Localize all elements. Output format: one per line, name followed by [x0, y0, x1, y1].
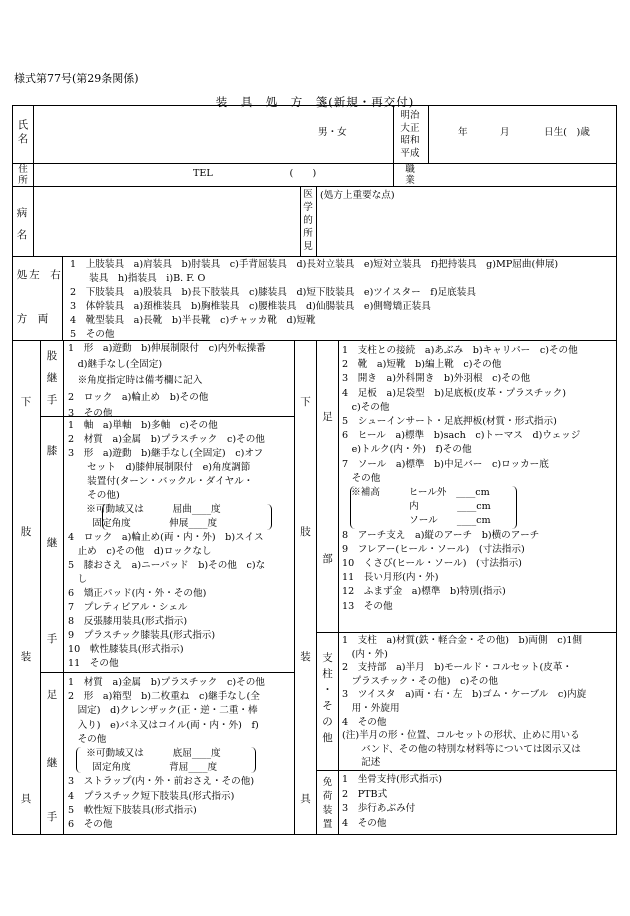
option-line[interactable]: 2 PTB式	[342, 788, 388, 800]
option-line[interactable]: 用・外旋用	[342, 702, 400, 714]
occupation-label: 職業	[405, 164, 415, 186]
option-line[interactable]: 9 フレアー(ヒール・ソール) (寸法指示)	[342, 543, 525, 555]
lower-limb-label: 下 肢 装 具	[20, 396, 32, 805]
option-line[interactable]: その他)	[68, 490, 120, 501]
option-line[interactable]: 3 形 a)遊動 b)継手なし(全固定) c)オフ	[68, 448, 264, 459]
option-line[interactable]: 2 支持部 a)半月 b)モールド・コルセット(皮革・	[342, 662, 573, 674]
era-taisho[interactable]: 大正	[400, 122, 420, 134]
option-line[interactable]: 5 軟性短下肢装具(形式指示)	[68, 804, 197, 816]
option-line[interactable]: 1 支柱との接続 a)あぶみ b)キャリパー c)その他	[342, 345, 578, 356]
option-line[interactable]: 2 形 a)箱型 b)二枚重ね c)継手なし(全	[68, 691, 260, 703]
tel-field[interactable]: TEL ( )	[193, 168, 317, 179]
option-line[interactable]: 3 ツイスタ a)両・右・左 b)ゴム・ケーブル c)内旋	[342, 689, 587, 701]
option-line[interactable]: 内 ____cm	[342, 501, 491, 513]
option-line[interactable]: その他	[68, 733, 107, 745]
option-line[interactable]: 6 その他	[68, 819, 113, 831]
prescription-label-b: 方	[16, 313, 28, 325]
option-line[interactable]: (内・外)	[342, 648, 388, 660]
disease-label: 病名	[16, 207, 28, 241]
foot-part-options	[342, 344, 580, 614]
support-other-label: 支 柱 ・ そ の 他	[322, 652, 333, 744]
name-label: 氏名	[17, 119, 29, 146]
option-line[interactable]: 1 支柱 a)材質(鉄・軽合金・その他) b)両側 c)1側	[342, 635, 583, 646]
birth-month: 月	[500, 127, 510, 138]
option-line[interactable]: 入り) e)バネ又はコイル(両・内・外) f)	[68, 719, 259, 731]
prescription-type-item[interactable]: 1 上肢装具 a)肩装具 b)肘装具 c)手背屈装具 d)長対立装具 e)短対立装具 f)把持装具 g)MP屈曲(伸展)	[70, 259, 559, 270]
option-line[interactable]: e)トルク(内・外) f)その他	[342, 444, 472, 456]
option-line[interactable]: 3 歩行あぶみ付	[342, 803, 416, 814]
option-line[interactable]: 固定角度 背屈____度	[68, 762, 218, 774]
note-line: (注)半月の形・位置、コルセットの形状、止めに用いる	[342, 730, 580, 742]
ankle-angle-bracket	[76, 747, 256, 773]
prescription-type-item[interactable]: 2 下肢装具 a)股装具 b)長下肢装具 c)膝装具 d)短下肢装具 e)ツイスター f)足底装具	[70, 287, 476, 298]
option-line[interactable]: 4 その他	[342, 817, 387, 829]
prescription-type-item[interactable]: 4 靴型装具 a)長靴 b)半長靴 c)チャッカ靴 d)短靴	[70, 315, 316, 326]
option-line[interactable]: 固定角度 伸展____度	[68, 518, 218, 529]
option-line[interactable]: 1 坐骨支持(形式指示)	[342, 774, 442, 785]
prescription-type-item[interactable]: 装具 h)指装具 i)B. F. O	[70, 273, 206, 284]
medical-findings-label: 医学的所見	[303, 189, 313, 252]
option-line[interactable]: セット d)膝伸展制限付 e)角度調節	[68, 462, 251, 473]
hip-joint-label: 股 継 手	[46, 350, 58, 406]
era-meiji[interactable]: 明治	[400, 110, 420, 121]
prescription-label-a: 処	[16, 269, 28, 281]
option-line[interactable]: 2 材質 a)金属 b)プラスチック c)その他	[68, 434, 265, 445]
option-line[interactable]: 12 ふまず金 a)標準 b)特別(指示)	[342, 586, 506, 598]
option-line[interactable]: 2 ロック a)輪止め b)その他	[68, 391, 209, 403]
option-line[interactable]: 装置付(ターン・バックル・ダイヤル・	[68, 476, 254, 487]
option-line[interactable]: 7 プレティビアル・シェル	[68, 602, 188, 613]
option-line[interactable]: 6 矯正パッド(内・外・その他)	[68, 588, 207, 599]
lower-limb-label-right: 下 肢 装 具	[300, 396, 311, 805]
unloading-options	[342, 773, 442, 831]
foot-part-label: 足 部	[322, 411, 333, 565]
option-line[interactable]: 1 形 a)遊動 b)伸展制限付 c)内外転操番	[68, 343, 266, 354]
form-number: 様式第77号(第29条関係)	[14, 72, 139, 85]
option-line[interactable]: 8 アーチ支え a)縦のアーチ b)横のアーチ	[342, 529, 540, 541]
option-line[interactable]: ソール ____cm	[342, 515, 491, 527]
option-line[interactable]: c)その他	[342, 401, 390, 413]
note-line: バンド、その他の特別な材料等については図示又は	[342, 743, 581, 755]
option-line[interactable]: 10 軟性膝装具(形式指示)	[68, 644, 184, 655]
option-line[interactable]: その他	[342, 472, 381, 484]
prescription-type-item[interactable]: 3 体幹装具 a)頚椎装具 b)胸椎装具 c)腰椎装具 d)仙腸装具 e)側彎矯正装具	[70, 301, 431, 312]
option-line[interactable]: 5 シューインサート・足底押板(材質・形式指示)	[342, 416, 557, 428]
option-line[interactable]: ※補高 ヒール外 ____cm	[342, 487, 490, 499]
option-line[interactable]: 6 ヒール a)標準 b)sach c)トーマス d)ウェッジ	[342, 430, 581, 442]
prescription-type-item[interactable]: 5 その他	[70, 329, 115, 340]
option-line[interactable]: 7 ソール a)標準 b)中足バー c)ロッカー底	[342, 458, 549, 470]
option-line[interactable]: 1 材質 a)金属 b)プラスチック c)その他	[68, 677, 265, 688]
option-line[interactable]: 3 開き a)外科開き b)外羽根 c)その他	[342, 373, 531, 385]
note-line: 記述	[342, 757, 381, 769]
unloading-label: 免荷装置	[322, 777, 333, 830]
option-line[interactable]: プラスチック・その他) c)その他	[342, 675, 498, 687]
option-line[interactable]: 11 その他	[68, 658, 119, 669]
option-line[interactable]: 4 足板 a)足袋型 b)足底板(皮革・プラスチック)	[342, 387, 567, 399]
option-line[interactable]: 3 その他	[68, 407, 113, 419]
support-options	[342, 634, 586, 770]
option-line[interactable]: ※可動域又は 底屈____度	[68, 748, 221, 760]
findings-note: (処方上重要な点)	[320, 190, 395, 201]
option-line: ※角度指定時は備考欄に記入	[68, 375, 203, 387]
option-line[interactable]: 10 くさび(ヒール・ソール) (寸法指示)	[342, 558, 522, 570]
option-line[interactable]: し	[68, 574, 88, 585]
option-line[interactable]: 9 プラスチック膝装具(形式指示)	[68, 630, 216, 641]
option-line[interactable]: ※可動域又は 屈曲____度	[68, 504, 221, 515]
option-line[interactable]: 4 プラスチック短下肢装具(形式指示)	[68, 790, 235, 802]
knee-angle-bracket	[102, 504, 272, 530]
heel-raise-bracket	[350, 486, 517, 529]
knee-joint-label: 膝 継 手	[46, 445, 58, 645]
address-label: 住所	[18, 164, 28, 186]
knee-joint-options	[68, 419, 265, 671]
option-line[interactable]: 1 軸 a)単軸 b)多軸 c)その他	[68, 420, 218, 431]
hip-joint-options	[68, 341, 266, 422]
ankle-joint-label: 足 継 手	[46, 689, 58, 823]
birth-year: 年	[458, 127, 468, 138]
sex-options[interactable]: 男・女	[318, 127, 347, 138]
option-line[interactable]: 11 長い月形(内・外)	[342, 572, 439, 584]
option-line[interactable]: 13 その他	[342, 600, 393, 612]
prescription-left-right[interactable]: 左 右	[29, 269, 61, 281]
era-showa[interactable]: 昭和	[400, 135, 420, 146]
option-line[interactable]: 3 ストラップ(内・外・前おさえ・その他)	[68, 776, 255, 788]
option-line[interactable]: 固定) d)クレンザック(正・逆・二重・棒	[68, 705, 258, 717]
option-line[interactable]: 5 膝おさえ a)ニーパッド b)その他 c)な	[68, 560, 266, 571]
option-line[interactable]: 4 ロック a)輪止め(両・内・外) b)スイス	[68, 532, 264, 543]
era-options[interactable]	[395, 110, 425, 160]
name-field[interactable]	[34, 106, 314, 162]
option-line[interactable]: 止め c)その他 d)ロックなし	[68, 546, 212, 557]
form-title: 装 具 処 方 箋(新規・再交付)	[215, 95, 415, 109]
option-line[interactable]: 4 その他	[342, 716, 387, 728]
prescription-both[interactable]: 両	[37, 313, 49, 325]
option-line[interactable]: 8 反張膝用装具(形式指示)	[68, 616, 188, 627]
era-heisei[interactable]: 平成	[400, 147, 420, 159]
option-line[interactable]: 2 靴 a)短靴 b)編上靴 c)その他	[342, 359, 502, 371]
option-line[interactable]: d)継手なし(全固定)	[68, 359, 163, 371]
birth-day-age: 日生( )歳	[544, 127, 590, 138]
